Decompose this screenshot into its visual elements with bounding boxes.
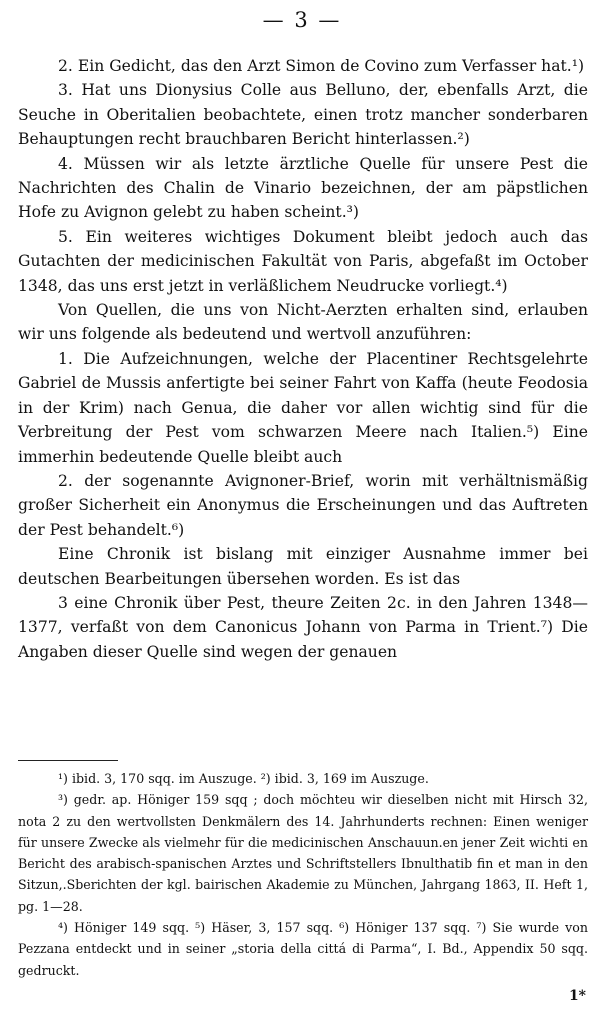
signature-mark: 1* bbox=[568, 988, 586, 1004]
paragraph-gabriel-de-mussis: 1. Die Aufzeichnungen, welche der Placentiner Rechtsgelehrte Gabriel de Mussis anfertigte bei seiner Fahrt von Kaffa (heute Feodosia in der Krim) nach Genua, die daher vor allen wichtig sind für die Verbreitung der Pest vom schwarzen Meere nach Italien.⁵) Eine immerhin bedeutende Quelle bleibt auch bbox=[18, 349, 588, 466]
footnotes bbox=[18, 768, 588, 981]
paragraph-dionysius-colle: 3. Hat uns Dionysius Colle aus Belluno, der, ebenfalls Arzt, die Seuche in Oberitalien beobachtete, einen trotz mancher sonderbaren Behauptungen recht brauchbaren Bericht hinterlassen.²) bbox=[18, 81, 588, 149]
paragraph-paris-faculty: 5. Ein weiteres wichtiges Dokument bleibt jedoch auch das Gutachten der medicinischen Fakultät von Paris, abgefaßt im October 1348, das uns erst jetzt in verläßlichem Neudrucke vorliegt.⁴) bbox=[18, 227, 588, 295]
paragraph-johann-von-parma: 3 eine Chronik über Pest, theure Zeiten 2c. in den Jahren 1348—1377, verfaßt von dem Canonicus Johann von Parma in Trient.⁷) Die Angaben dieser Quelle sind wegen der genauen bbox=[18, 593, 588, 661]
paragraph-non-physician-sources: Von Quellen, die uns von Nicht-Aerzten erhalten sind, erlauben wir uns folgende als bedeutend und wertvoll anzuführen: bbox=[18, 301, 588, 344]
paragraph-avignon-letter: 2. der sogenannte Avignoner-Brief, worin mit verhältnismäßig großer Sicherheit ein Anonymus die Erscheinungen und das Auftreten der Pest behandelt.⁶) bbox=[18, 471, 588, 539]
footnote-1-2: ¹) ibid. 3, 170 sqq. im Auszuge. ²) ibid. 3, 169 im Auszuge. bbox=[58, 771, 429, 786]
main-text bbox=[18, 54, 588, 664]
footnote-3: ³) gedr. ap. Höniger 159 sqq ; doch möchteu wir dieselben nicht mit Hirsch 32, nota 2 zu den wertvollsten Denkmälern des 14. Jahrhunderts rechnen: Einen weniger für unsere Zwecke als vielmehr für die medicinischen Anschauun.en jener Zeit wichti en Bericht des arabisch-spanischen Arztes und Schriftstellers Ibnulthatib fin et man in den Sitzun,.Sberichten der kgl. bairischen Akademie zu München, Jahrgang 1863, II. Heft 1, pg. 1—28. bbox=[18, 792, 588, 914]
footnote-divider bbox=[18, 760, 118, 761]
paragraph-chronicle-intro: Eine Chronik ist bislang mit einziger Ausnahme immer bei deutschen Bearbeitungen übersehen worden. Es ist das bbox=[18, 545, 588, 588]
page-number-header: — 3 — bbox=[262, 8, 342, 32]
paragraph-chalin-de-vinario: 4. Müssen wir als letzte ärztliche Quelle für unsere Pest die Nachrichten des Chalin de Vinario bezeichnen, der am päpstlichen Hofe zu Avignon gelebt zu haben scheint.³) bbox=[18, 154, 588, 222]
paragraph-simon-de-covino: 2. Ein Gedicht, das den Arzt Simon de Covino zum Verfasser hat.¹) bbox=[58, 57, 585, 75]
footnote-4-7: ⁴) Höniger 149 sqq. ⁵) Häser, 3, 157 sqq. ⁶) Höniger 137 sqq. ⁷) Sie wurde von Pezzana entdeckt und in seiner „storia della cittá di Parma“, I. Bd., Appendix 50 sqq. gedruckt. bbox=[18, 920, 588, 978]
